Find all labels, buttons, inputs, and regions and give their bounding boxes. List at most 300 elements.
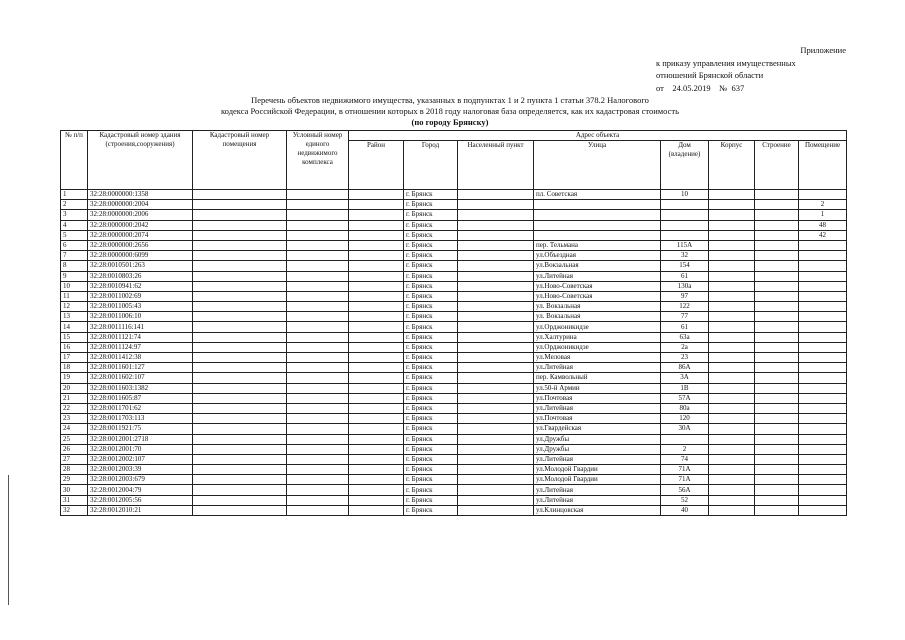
city-cell: г. Брянск bbox=[404, 353, 458, 363]
district-cell bbox=[349, 454, 404, 464]
conditional-number-cell bbox=[287, 373, 349, 383]
street-cell: пл. Советская bbox=[534, 190, 661, 200]
row-number: 13 bbox=[61, 312, 88, 322]
building-cell bbox=[755, 465, 799, 475]
settlement-cell bbox=[458, 363, 534, 373]
cadastral-room-cell bbox=[193, 444, 287, 454]
cadastral-building-cell: 32:28:0011412:38 bbox=[88, 353, 193, 363]
city-cell: г. Брянск bbox=[404, 332, 458, 342]
appendix-title: Приложение bbox=[800, 45, 846, 55]
table-row bbox=[61, 261, 847, 271]
room-cell bbox=[799, 353, 847, 363]
korpus-cell bbox=[709, 302, 755, 312]
korpus-cell bbox=[709, 322, 755, 332]
street-cell bbox=[534, 230, 661, 240]
cadastral-building-cell: 32:28:0012010:21 bbox=[88, 505, 193, 515]
row-number: 21 bbox=[61, 393, 88, 403]
house-cell: 57А bbox=[661, 393, 709, 403]
settlement-cell bbox=[458, 281, 534, 291]
room-cell bbox=[799, 475, 847, 485]
district-cell bbox=[349, 444, 404, 454]
district-cell bbox=[349, 485, 404, 495]
korpus-cell bbox=[709, 414, 755, 424]
settlement-cell bbox=[458, 465, 534, 475]
korpus-cell bbox=[709, 312, 755, 322]
house-cell: 1В bbox=[661, 383, 709, 393]
korpus-cell bbox=[709, 465, 755, 475]
building-cell bbox=[755, 220, 799, 230]
district-cell bbox=[349, 312, 404, 322]
room-cell bbox=[799, 190, 847, 200]
korpus-cell bbox=[709, 475, 755, 485]
street-cell: ул.Гвардейская bbox=[534, 424, 661, 434]
header-city: Город bbox=[404, 141, 458, 190]
korpus-cell bbox=[709, 363, 755, 373]
building-cell bbox=[755, 444, 799, 454]
settlement-cell bbox=[458, 332, 534, 342]
district-cell bbox=[349, 332, 404, 342]
conditional-number-cell bbox=[287, 363, 349, 373]
room-cell bbox=[799, 271, 847, 281]
row-number: 9 bbox=[61, 271, 88, 281]
settlement-cell bbox=[458, 200, 534, 210]
street-cell: пер. Тельмана bbox=[534, 240, 661, 250]
korpus-cell bbox=[709, 332, 755, 342]
header-room: Помещение bbox=[799, 141, 847, 190]
row-number: 32 bbox=[61, 505, 88, 515]
korpus-cell bbox=[709, 353, 755, 363]
district-cell bbox=[349, 220, 404, 230]
street-cell: ул. Вокзальная bbox=[534, 312, 661, 322]
header-cad-building: Кадастровый номер здания (строения,сооружения) bbox=[88, 131, 193, 190]
street-cell: ул.Ново-Советская bbox=[534, 291, 661, 301]
order-date: 24.05.2019 bbox=[672, 82, 711, 93]
settlement-cell bbox=[458, 454, 534, 464]
cadastral-building-cell: 32:28:0011603:1382 bbox=[88, 383, 193, 393]
house-cell: 71А bbox=[661, 475, 709, 485]
house-cell: 10 bbox=[661, 190, 709, 200]
building-cell bbox=[755, 210, 799, 220]
settlement-cell bbox=[458, 485, 534, 495]
room-cell bbox=[799, 302, 847, 312]
room-cell bbox=[799, 403, 847, 413]
table-row bbox=[61, 475, 847, 485]
district-cell bbox=[349, 240, 404, 250]
conditional-number-cell bbox=[287, 403, 349, 413]
room-cell bbox=[799, 505, 847, 515]
conditional-number-cell bbox=[287, 312, 349, 322]
row-number: 3 bbox=[61, 210, 88, 220]
house-cell bbox=[661, 210, 709, 220]
cadastral-room-cell bbox=[193, 312, 287, 322]
building-cell bbox=[755, 251, 799, 261]
cadastral-building-cell: 32:28:0000000:2074 bbox=[88, 230, 193, 240]
district-cell bbox=[349, 424, 404, 434]
city-cell: г. Брянск bbox=[404, 302, 458, 312]
building-cell bbox=[755, 434, 799, 444]
building-cell bbox=[755, 454, 799, 464]
house-cell bbox=[661, 220, 709, 230]
city-cell: г. Брянск bbox=[404, 475, 458, 485]
district-cell bbox=[349, 342, 404, 352]
street-cell: ул.Литейная bbox=[534, 454, 661, 464]
appendix-agency-line: отношений Брянской области bbox=[656, 70, 764, 80]
cadastral-building-cell: 32:28:0011121:74 bbox=[88, 332, 193, 342]
district-cell bbox=[349, 190, 404, 200]
house-cell: 32 bbox=[661, 251, 709, 261]
city-cell: г. Брянск bbox=[404, 190, 458, 200]
building-cell bbox=[755, 353, 799, 363]
conditional-number-cell bbox=[287, 281, 349, 291]
room-cell bbox=[799, 434, 847, 444]
date-prefix: от bbox=[656, 82, 664, 93]
room-cell bbox=[799, 424, 847, 434]
district-cell bbox=[349, 302, 404, 312]
cadastral-building-cell: 32:28:0000000:2006 bbox=[88, 210, 193, 220]
street-cell: ул.Орджоникидзе bbox=[534, 342, 661, 352]
house-cell: 63а bbox=[661, 332, 709, 342]
cadastral-room-cell bbox=[193, 220, 287, 230]
house-cell: 80а bbox=[661, 403, 709, 413]
settlement-cell bbox=[458, 271, 534, 281]
korpus-cell bbox=[709, 291, 755, 301]
settlement-cell bbox=[458, 403, 534, 413]
row-number: 16 bbox=[61, 342, 88, 352]
house-cell bbox=[661, 230, 709, 240]
district-cell bbox=[349, 414, 404, 424]
conditional-number-cell bbox=[287, 444, 349, 454]
street-cell: ул.Почтовая bbox=[534, 414, 661, 424]
settlement-cell bbox=[458, 322, 534, 332]
row-number: 25 bbox=[61, 434, 88, 444]
cadastral-room-cell bbox=[193, 454, 287, 464]
city-cell: г. Брянск bbox=[404, 495, 458, 505]
street-cell: ул.Почтовая bbox=[534, 393, 661, 403]
cadastral-room-cell bbox=[193, 505, 287, 515]
cadastral-building-cell: 32:28:0011002:69 bbox=[88, 291, 193, 301]
cadastral-room-cell bbox=[193, 200, 287, 210]
settlement-cell bbox=[458, 505, 534, 515]
conditional-number-cell bbox=[287, 210, 349, 220]
house-cell: 154 bbox=[661, 261, 709, 271]
korpus-cell bbox=[709, 210, 755, 220]
house-cell: 120 bbox=[661, 414, 709, 424]
building-cell bbox=[755, 495, 799, 505]
city-cell: г. Брянск bbox=[404, 281, 458, 291]
conditional-number-cell bbox=[287, 271, 349, 281]
row-number: 5 bbox=[61, 230, 88, 240]
table-row bbox=[61, 271, 847, 281]
house-cell bbox=[661, 200, 709, 210]
table-row bbox=[61, 424, 847, 434]
row-number: 8 bbox=[61, 261, 88, 271]
cadastral-building-cell: 32:28:0010501:263 bbox=[88, 261, 193, 271]
building-cell bbox=[755, 383, 799, 393]
korpus-cell bbox=[709, 454, 755, 464]
street-cell: ул.Объездная bbox=[534, 251, 661, 261]
street-cell: ул.Ново-Советская bbox=[534, 281, 661, 291]
header-district: Район bbox=[349, 141, 404, 190]
settlement-cell bbox=[458, 240, 534, 250]
cadastral-room-cell bbox=[193, 342, 287, 352]
korpus-cell bbox=[709, 240, 755, 250]
table-body bbox=[61, 190, 847, 516]
cadastral-building-cell: 32:28:0010941:62 bbox=[88, 281, 193, 291]
korpus-cell bbox=[709, 434, 755, 444]
house-cell bbox=[661, 434, 709, 444]
cadastral-room-cell bbox=[193, 373, 287, 383]
cadastral-building-cell: 32:28:0011006:10 bbox=[88, 312, 193, 322]
street-cell: ул.Дружбы bbox=[534, 444, 661, 454]
conditional-number-cell bbox=[287, 383, 349, 393]
settlement-cell bbox=[458, 383, 534, 393]
city-cell: г. Брянск bbox=[404, 414, 458, 424]
cadastral-building-cell: 32:28:0011701:62 bbox=[88, 403, 193, 413]
building-cell bbox=[755, 322, 799, 332]
cadastral-room-cell bbox=[193, 383, 287, 393]
appendix-header bbox=[656, 44, 846, 94]
room-cell bbox=[799, 363, 847, 373]
building-cell bbox=[755, 302, 799, 312]
room-cell bbox=[799, 261, 847, 271]
settlement-cell bbox=[458, 393, 534, 403]
building-cell bbox=[755, 403, 799, 413]
room-cell: 48 bbox=[799, 220, 847, 230]
room-cell bbox=[799, 393, 847, 403]
district-cell bbox=[349, 281, 404, 291]
table-row bbox=[61, 322, 847, 332]
settlement-cell bbox=[458, 251, 534, 261]
number-prefix: № bbox=[719, 82, 728, 93]
row-number: 12 bbox=[61, 302, 88, 312]
row-number: 29 bbox=[61, 475, 88, 485]
cadastral-building-cell: 32:28:0012004:79 bbox=[88, 485, 193, 495]
city-cell: г. Брянск bbox=[404, 393, 458, 403]
cadastral-room-cell bbox=[193, 302, 287, 312]
building-cell bbox=[755, 261, 799, 271]
street-cell: ул.Литейная bbox=[534, 403, 661, 413]
settlement-cell bbox=[458, 373, 534, 383]
city-cell: г. Брянск bbox=[404, 251, 458, 261]
table-row bbox=[61, 200, 847, 210]
house-cell: 77 bbox=[661, 312, 709, 322]
row-number: 26 bbox=[61, 444, 88, 454]
conditional-number-cell bbox=[287, 190, 349, 200]
district-cell bbox=[349, 261, 404, 271]
room-cell bbox=[799, 291, 847, 301]
settlement-cell bbox=[458, 495, 534, 505]
city-cell: г. Брянск bbox=[404, 291, 458, 301]
house-cell: 115А bbox=[661, 240, 709, 250]
order-number: 637 bbox=[731, 82, 745, 93]
appendix-order-line: к приказу управления имущественных bbox=[656, 57, 796, 68]
street-cell: ул.Вокзальная bbox=[534, 261, 661, 271]
title-line-1: Перечень объектов недвижимого имущества, указанных в подпунктах 1 и 2 пункта 1 статьи 378.2 Налогового bbox=[251, 95, 649, 105]
table-row bbox=[61, 230, 847, 240]
conditional-number-cell bbox=[287, 485, 349, 495]
cadastral-room-cell bbox=[193, 495, 287, 505]
header-cond-num: Условный номер единого недвижимого комплекса bbox=[287, 131, 349, 190]
korpus-cell bbox=[709, 495, 755, 505]
room-cell bbox=[799, 495, 847, 505]
building-cell bbox=[755, 271, 799, 281]
district-cell bbox=[349, 200, 404, 210]
building-cell bbox=[755, 475, 799, 485]
row-number: 15 bbox=[61, 332, 88, 342]
korpus-cell bbox=[709, 261, 755, 271]
header-korpus: Корпус bbox=[709, 141, 755, 190]
city-cell: г. Брянск bbox=[404, 230, 458, 240]
cadastral-building-cell: 32:28:0012001:70 bbox=[88, 444, 193, 454]
row-number: 19 bbox=[61, 373, 88, 383]
room-cell bbox=[799, 251, 847, 261]
table-row bbox=[61, 454, 847, 464]
room-cell bbox=[799, 485, 847, 495]
cadastral-room-cell bbox=[193, 414, 287, 424]
city-cell: г. Брянск bbox=[404, 271, 458, 281]
header-settlement: Населенный пункт bbox=[458, 141, 534, 190]
cadastral-building-cell: 32:28:0011602:107 bbox=[88, 373, 193, 383]
city-cell: г. Брянск bbox=[404, 403, 458, 413]
cadastral-building-cell: 32:28:0012001:2718 bbox=[88, 434, 193, 444]
table-row bbox=[61, 393, 847, 403]
cadastral-room-cell bbox=[193, 475, 287, 485]
building-cell bbox=[755, 190, 799, 200]
house-cell: 130а bbox=[661, 281, 709, 291]
row-number: 10 bbox=[61, 281, 88, 291]
korpus-cell bbox=[709, 342, 755, 352]
settlement-cell bbox=[458, 353, 534, 363]
street-cell: ул.Молодой Гвардии bbox=[534, 465, 661, 475]
house-cell: 2а bbox=[661, 342, 709, 352]
district-cell bbox=[349, 322, 404, 332]
street-cell: ул.Меловая bbox=[534, 353, 661, 363]
settlement-cell bbox=[458, 190, 534, 200]
row-number: 23 bbox=[61, 414, 88, 424]
cadastral-building-cell: 32:28:0012005:56 bbox=[88, 495, 193, 505]
city-cell: г. Брянск bbox=[404, 312, 458, 322]
district-cell bbox=[349, 363, 404, 373]
cadastral-room-cell bbox=[193, 291, 287, 301]
conditional-number-cell bbox=[287, 200, 349, 210]
room-cell: 42 bbox=[799, 230, 847, 240]
conditional-number-cell bbox=[287, 465, 349, 475]
city-cell: г. Брянск bbox=[404, 261, 458, 271]
cadastral-room-cell bbox=[193, 403, 287, 413]
settlement-cell bbox=[458, 230, 534, 240]
house-cell: 2 bbox=[661, 444, 709, 454]
district-cell bbox=[349, 393, 404, 403]
district-cell bbox=[349, 373, 404, 383]
cadastral-building-cell: 32:28:0000000:2004 bbox=[88, 200, 193, 210]
room-cell bbox=[799, 465, 847, 475]
cadastral-room-cell bbox=[193, 424, 287, 434]
room-cell bbox=[799, 281, 847, 291]
cadastral-room-cell bbox=[193, 393, 287, 403]
street-cell: пер. Камвольный bbox=[534, 373, 661, 383]
table-row bbox=[61, 332, 847, 342]
district-cell bbox=[349, 353, 404, 363]
table-row bbox=[61, 281, 847, 291]
table-row bbox=[61, 312, 847, 322]
appendix-date-line bbox=[656, 82, 846, 95]
row-number: 6 bbox=[61, 240, 88, 250]
street-cell bbox=[534, 220, 661, 230]
cadastral-room-cell bbox=[193, 465, 287, 475]
district-cell bbox=[349, 210, 404, 220]
korpus-cell bbox=[709, 251, 755, 261]
street-cell: ул. Вокзальная bbox=[534, 302, 661, 312]
settlement-cell bbox=[458, 312, 534, 322]
row-number: 31 bbox=[61, 495, 88, 505]
house-cell: 30А bbox=[661, 424, 709, 434]
room-cell bbox=[799, 444, 847, 454]
city-cell: г. Брянск bbox=[404, 210, 458, 220]
table-row bbox=[61, 353, 847, 363]
row-number: 4 bbox=[61, 220, 88, 230]
cadastral-building-cell: 32:28:0012003:39 bbox=[88, 465, 193, 475]
conditional-number-cell bbox=[287, 393, 349, 403]
korpus-cell bbox=[709, 200, 755, 210]
cadastral-room-cell bbox=[193, 271, 287, 281]
building-cell bbox=[755, 332, 799, 342]
cadastral-room-cell bbox=[193, 353, 287, 363]
district-cell bbox=[349, 465, 404, 475]
city-cell: г. Брянск bbox=[404, 240, 458, 250]
header-building: Строение bbox=[755, 141, 799, 190]
settlement-cell bbox=[458, 434, 534, 444]
street-cell: ул.Литейная bbox=[534, 485, 661, 495]
cadastral-room-cell bbox=[193, 363, 287, 373]
district-cell bbox=[349, 403, 404, 413]
building-cell bbox=[755, 200, 799, 210]
conditional-number-cell bbox=[287, 505, 349, 515]
cadastral-room-cell bbox=[193, 332, 287, 342]
city-cell: г. Брянск bbox=[404, 322, 458, 332]
building-cell bbox=[755, 230, 799, 240]
table-row bbox=[61, 251, 847, 261]
conditional-number-cell bbox=[287, 454, 349, 464]
conditional-number-cell bbox=[287, 230, 349, 240]
cadastral-room-cell bbox=[193, 251, 287, 261]
cadastral-room-cell bbox=[193, 261, 287, 271]
house-cell: 97 bbox=[661, 291, 709, 301]
settlement-cell bbox=[458, 261, 534, 271]
korpus-cell bbox=[709, 383, 755, 393]
scan-margin-line bbox=[8, 475, 9, 605]
table-row bbox=[61, 210, 847, 220]
house-cell: 86А bbox=[661, 363, 709, 373]
settlement-cell bbox=[458, 291, 534, 301]
city-cell: г. Брянск bbox=[404, 424, 458, 434]
cadastral-building-cell: 32:28:0000000:2656 bbox=[88, 240, 193, 250]
street-cell: ул.Халтурина bbox=[534, 332, 661, 342]
cadastral-building-cell: 32:28:0000000:2042 bbox=[88, 220, 193, 230]
room-cell bbox=[799, 332, 847, 342]
street-cell bbox=[534, 200, 661, 210]
cadastral-room-cell bbox=[193, 190, 287, 200]
cadastral-building-cell: 32:28:0011605:87 bbox=[88, 393, 193, 403]
street-cell: ул.Литейная bbox=[534, 495, 661, 505]
house-cell: 71А bbox=[661, 465, 709, 475]
building-cell bbox=[755, 363, 799, 373]
row-number: 7 bbox=[61, 251, 88, 261]
room-cell bbox=[799, 312, 847, 322]
building-cell bbox=[755, 424, 799, 434]
cadastral-room-cell bbox=[193, 230, 287, 240]
table-row bbox=[61, 190, 847, 200]
row-number: 28 bbox=[61, 465, 88, 475]
